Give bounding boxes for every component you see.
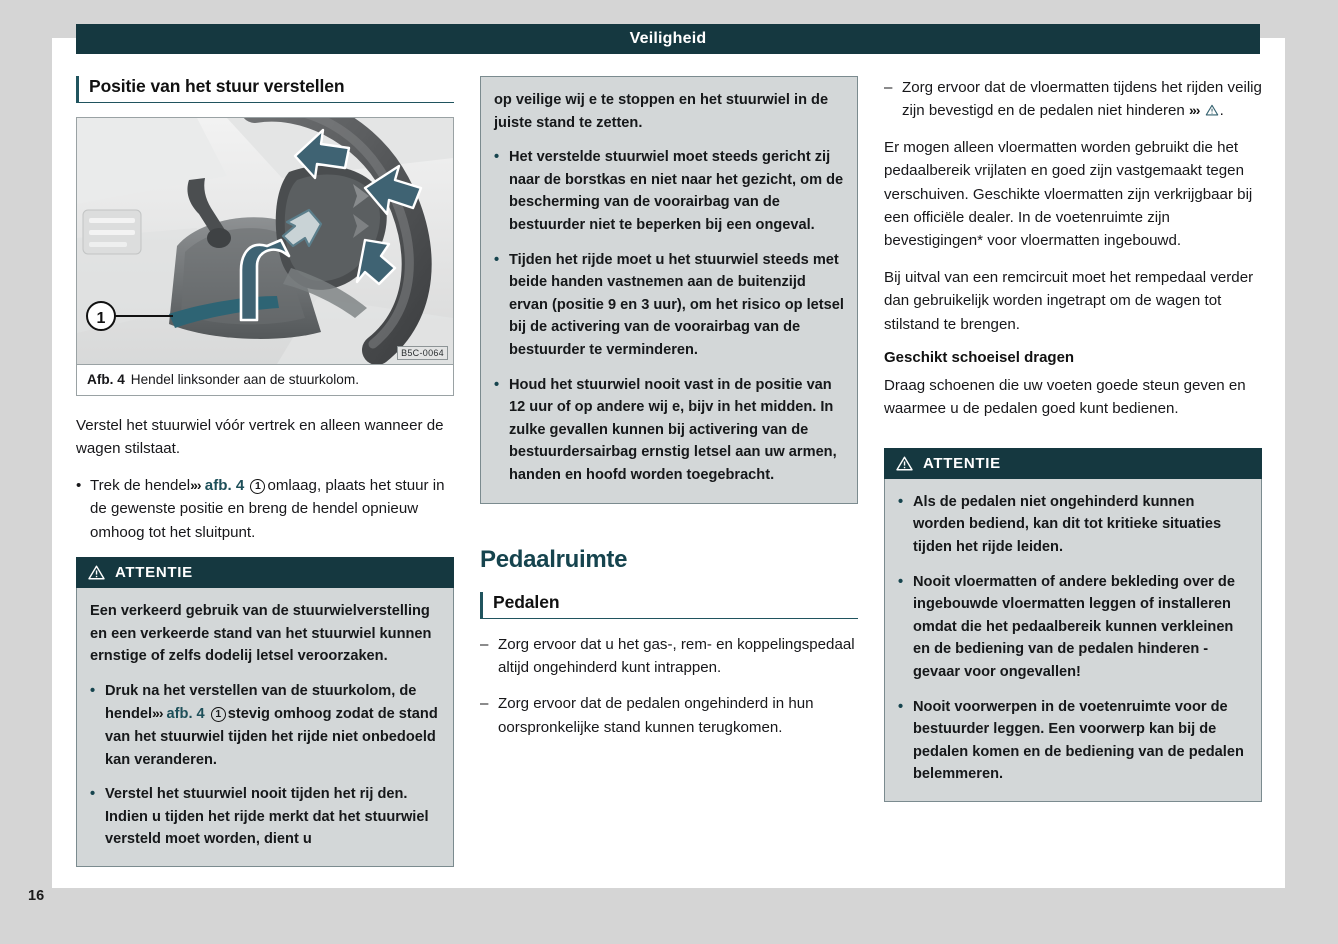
attentie-left-bullet-2-text: Verstel het stuurwiel nooit tijden het rij den. Indien u tijden het rijde merkt dat het stuurwiel versteld moet worden, dient u <box>105 786 429 848</box>
mid-box-bullet-3 <box>494 374 844 487</box>
mid-box-bullet-1-text: Het verstelde stuurwiel moet steeds gericht zij naar de borstkas en niet naar het gezicht, om de bescherming van de voorairbag van de bestuurder niet te beperken bij een ongeval. <box>509 149 844 233</box>
chevron-reference-icon: »› <box>152 705 163 722</box>
right-dash-item-1 <box>884 76 1262 123</box>
figure-afb-4 <box>76 117 454 396</box>
left-bullet-1-post: omlaag, plaats het stuur in de gewenste positie en breng de hendel opnieuw omhoog tot het sluitpunt. <box>90 476 445 541</box>
bullet-marker: • <box>494 251 500 268</box>
bullet-marker: • <box>76 476 82 494</box>
bullet-marker: • <box>90 682 96 699</box>
figure-caption-text: Hendel linksonder aan de stuurkolom. <box>130 372 359 387</box>
attentie-left-bullet-1-post: stevig omhoog zodat de stand van het stuurwiel tijden het rijde niet onbedoeld kan veranderen. <box>105 706 438 768</box>
column-right <box>884 76 1262 820</box>
mid-box-bullet-1 <box>494 146 844 236</box>
section-heading-pedalen <box>480 592 858 619</box>
callout-badge-1: 1 <box>250 479 265 494</box>
bullet-marker: • <box>494 149 500 166</box>
mid-box-bullet-2-text: Tijden het rijde moet u het stuurwiel steeds met beide handen vastnemen aan de buitenzijd ervan (positie 9 en 3 uur), om het risico op letsel bij de activering van de voorairbag van de bestuurder te verminderen. <box>509 251 844 358</box>
spacer <box>480 522 858 546</box>
attentie-left-bullet-1-ref[interactable]: afb. 4 <box>166 706 205 723</box>
bullet-marker: • <box>898 493 904 510</box>
dash-marker: – <box>480 635 489 653</box>
attentie-left-bullet-1 <box>90 680 440 771</box>
figure-caption-label: Afb. 4 <box>87 372 125 387</box>
right-dash-item-1-text: Zorg ervoor dat de vloermatten tijdens het rijden veilig zijn bevestigd en de pedalen niet hinderen <box>902 79 1262 120</box>
mid-box-bullet-3-text: Houd het stuurwiel nooit vast in de positie van 12 uur of op andere wij e, bijv in het midden. In zulke gevallen kunnen bij activering van de bestuurdersairbag ernstig letsel aan uw armen, handen en hoofd worden toegebracht. <box>509 376 837 483</box>
attentie-title-left: ATTENTIE <box>115 564 193 582</box>
attentie-right-bullet-1 <box>898 491 1248 559</box>
attentie-body-right <box>884 479 1262 802</box>
bullet-marker: • <box>898 698 904 715</box>
callout-badge-1: 1 <box>211 707 226 722</box>
attentie-header-right <box>884 448 1262 479</box>
attentie-body-left <box>76 588 454 867</box>
left-paragraph-1: Verstel het stuurwiel vóór vertrek en alleen wanneer de wagen stilstaat. <box>76 417 444 458</box>
right-paragraph-3: Draag schoenen die uw voeten goede steun geven en waarmee u de pedalen goed kunt bedienen. <box>884 377 1246 418</box>
right-subheading-schoeisel: Geschikt schoeisel dragen <box>884 349 1075 367</box>
chevron-reference-icon: »› <box>190 476 201 493</box>
mid-box-para-continued: op veilige wij e te stoppen en het stuurwiel in de juiste stand te zetten. <box>494 92 829 131</box>
attentie-continuation-box <box>480 76 858 504</box>
chevron-reference-icon: »› <box>1189 102 1200 119</box>
steering-wheel-illustration <box>77 118 453 364</box>
attentie-left-para-1: Een verkeerd gebruik van de stuurwielverstelling en een verkeerde stand van het stuurwiel kunnen ernstige of zelfs dodelij letsel veroorzaken. <box>90 603 432 665</box>
attentie-header-left <box>76 557 454 588</box>
attentie-box-right <box>884 448 1262 802</box>
left-bullet-1-pre: Trek de hendel <box>90 476 191 494</box>
section-heading-positie <box>76 76 454 103</box>
mid-dash-item-1-text: Zorg ervoor dat u het gas-, rem- en koppelingspedaal altijd ongehinderd kunt intrappen. <box>498 635 855 676</box>
dash-marker: – <box>884 79 893 96</box>
attentie-left-bullet-1-pre: Druk na het verstellen van de stuurkolom, de hendel <box>105 682 417 723</box>
spacer <box>884 434 1262 448</box>
attentie-right-bullet-1-text: Als de pedalen niet ongehinderd kunnen worden bediend, kan dit tot kritieke situaties tijden het rijde leiden. <box>913 493 1222 556</box>
warning-triangle-icon <box>896 456 913 471</box>
section-heading-label: Pedalen <box>493 591 560 612</box>
attentie-box-left <box>76 557 454 867</box>
bullet-marker: • <box>90 786 96 803</box>
figure-caption <box>77 365 453 395</box>
attentie-right-bullet-2 <box>898 571 1248 684</box>
column-left <box>76 76 454 885</box>
chapter-title-pedaalruimte: Pedaalruimte <box>480 545 628 573</box>
figure-image-steering-wheel <box>77 118 453 365</box>
attentie-right-bullet-2-text: Nooit vloermatten of andere bekleding over de ingebouwde vloermatten leggen of installeren omdat die het pedaalbereik kunnen verkleinen en de bediening van de pedalen hinderen - gevaar voor ongevallen! <box>913 573 1235 681</box>
right-paragraph-1: Er mogen alleen vloermatten worden gebruikt die het pedaalbereik vrijlaten en goed zijn vastgemaakt tegen verschuiven. Geschikte vloermatten zijn verkrijgbaar bij een officiële dealer. In de voetenruimte zijn bevestigingen* voor vloermatten ingebouwd. <box>884 138 1253 250</box>
mid-dash-item-2 <box>480 692 858 739</box>
dash-marker: – <box>480 695 489 713</box>
attentie-right-bullet-3 <box>898 696 1248 786</box>
attentie-left-bullet-2 <box>90 783 440 851</box>
warning-triangle-icon <box>1205 104 1219 116</box>
attentie-title-right: ATTENTIE <box>923 454 1001 472</box>
page-header-banner <box>76 24 1260 54</box>
mid-dash-item-2-text: Zorg ervoor dat de pedalen ongehinderd in hun oorspronkelijke stand kunnen terugkomen. <box>498 695 814 736</box>
section-heading-label: Positie van het stuur verstellen <box>89 76 345 96</box>
figure-image-code: B5C-0064 <box>397 346 448 360</box>
left-bullet-1 <box>76 474 454 544</box>
mid-box-bullet-2 <box>494 249 844 362</box>
right-paragraph-2: Bij uitval van een remcircuit moet het rempedaal verder dan gebruikelijk worden ingetrapt om de wagen tot stilstand te brengen. <box>884 268 1254 333</box>
figure-callout-number-1: 1 <box>96 310 106 327</box>
bullet-marker: • <box>494 376 500 393</box>
column-middle <box>480 76 858 752</box>
right-dash-item-1-post: . <box>1219 102 1224 120</box>
mid-dash-item-1 <box>480 633 858 680</box>
attentie-right-bullet-3-text: Nooit voorwerpen in de voetenruimte voor de bestuurder leggen. Een voorwerp kan bij de pedalen komen en de bediening van de pedalen belemmeren. <box>913 698 1244 783</box>
warning-triangle-icon <box>88 565 105 580</box>
page-header-title: Veiligheid <box>629 30 707 47</box>
page-number: 16 <box>28 888 45 904</box>
bullet-marker: • <box>898 573 904 590</box>
left-bullet-1-ref[interactable]: afb. 4 <box>204 476 245 494</box>
